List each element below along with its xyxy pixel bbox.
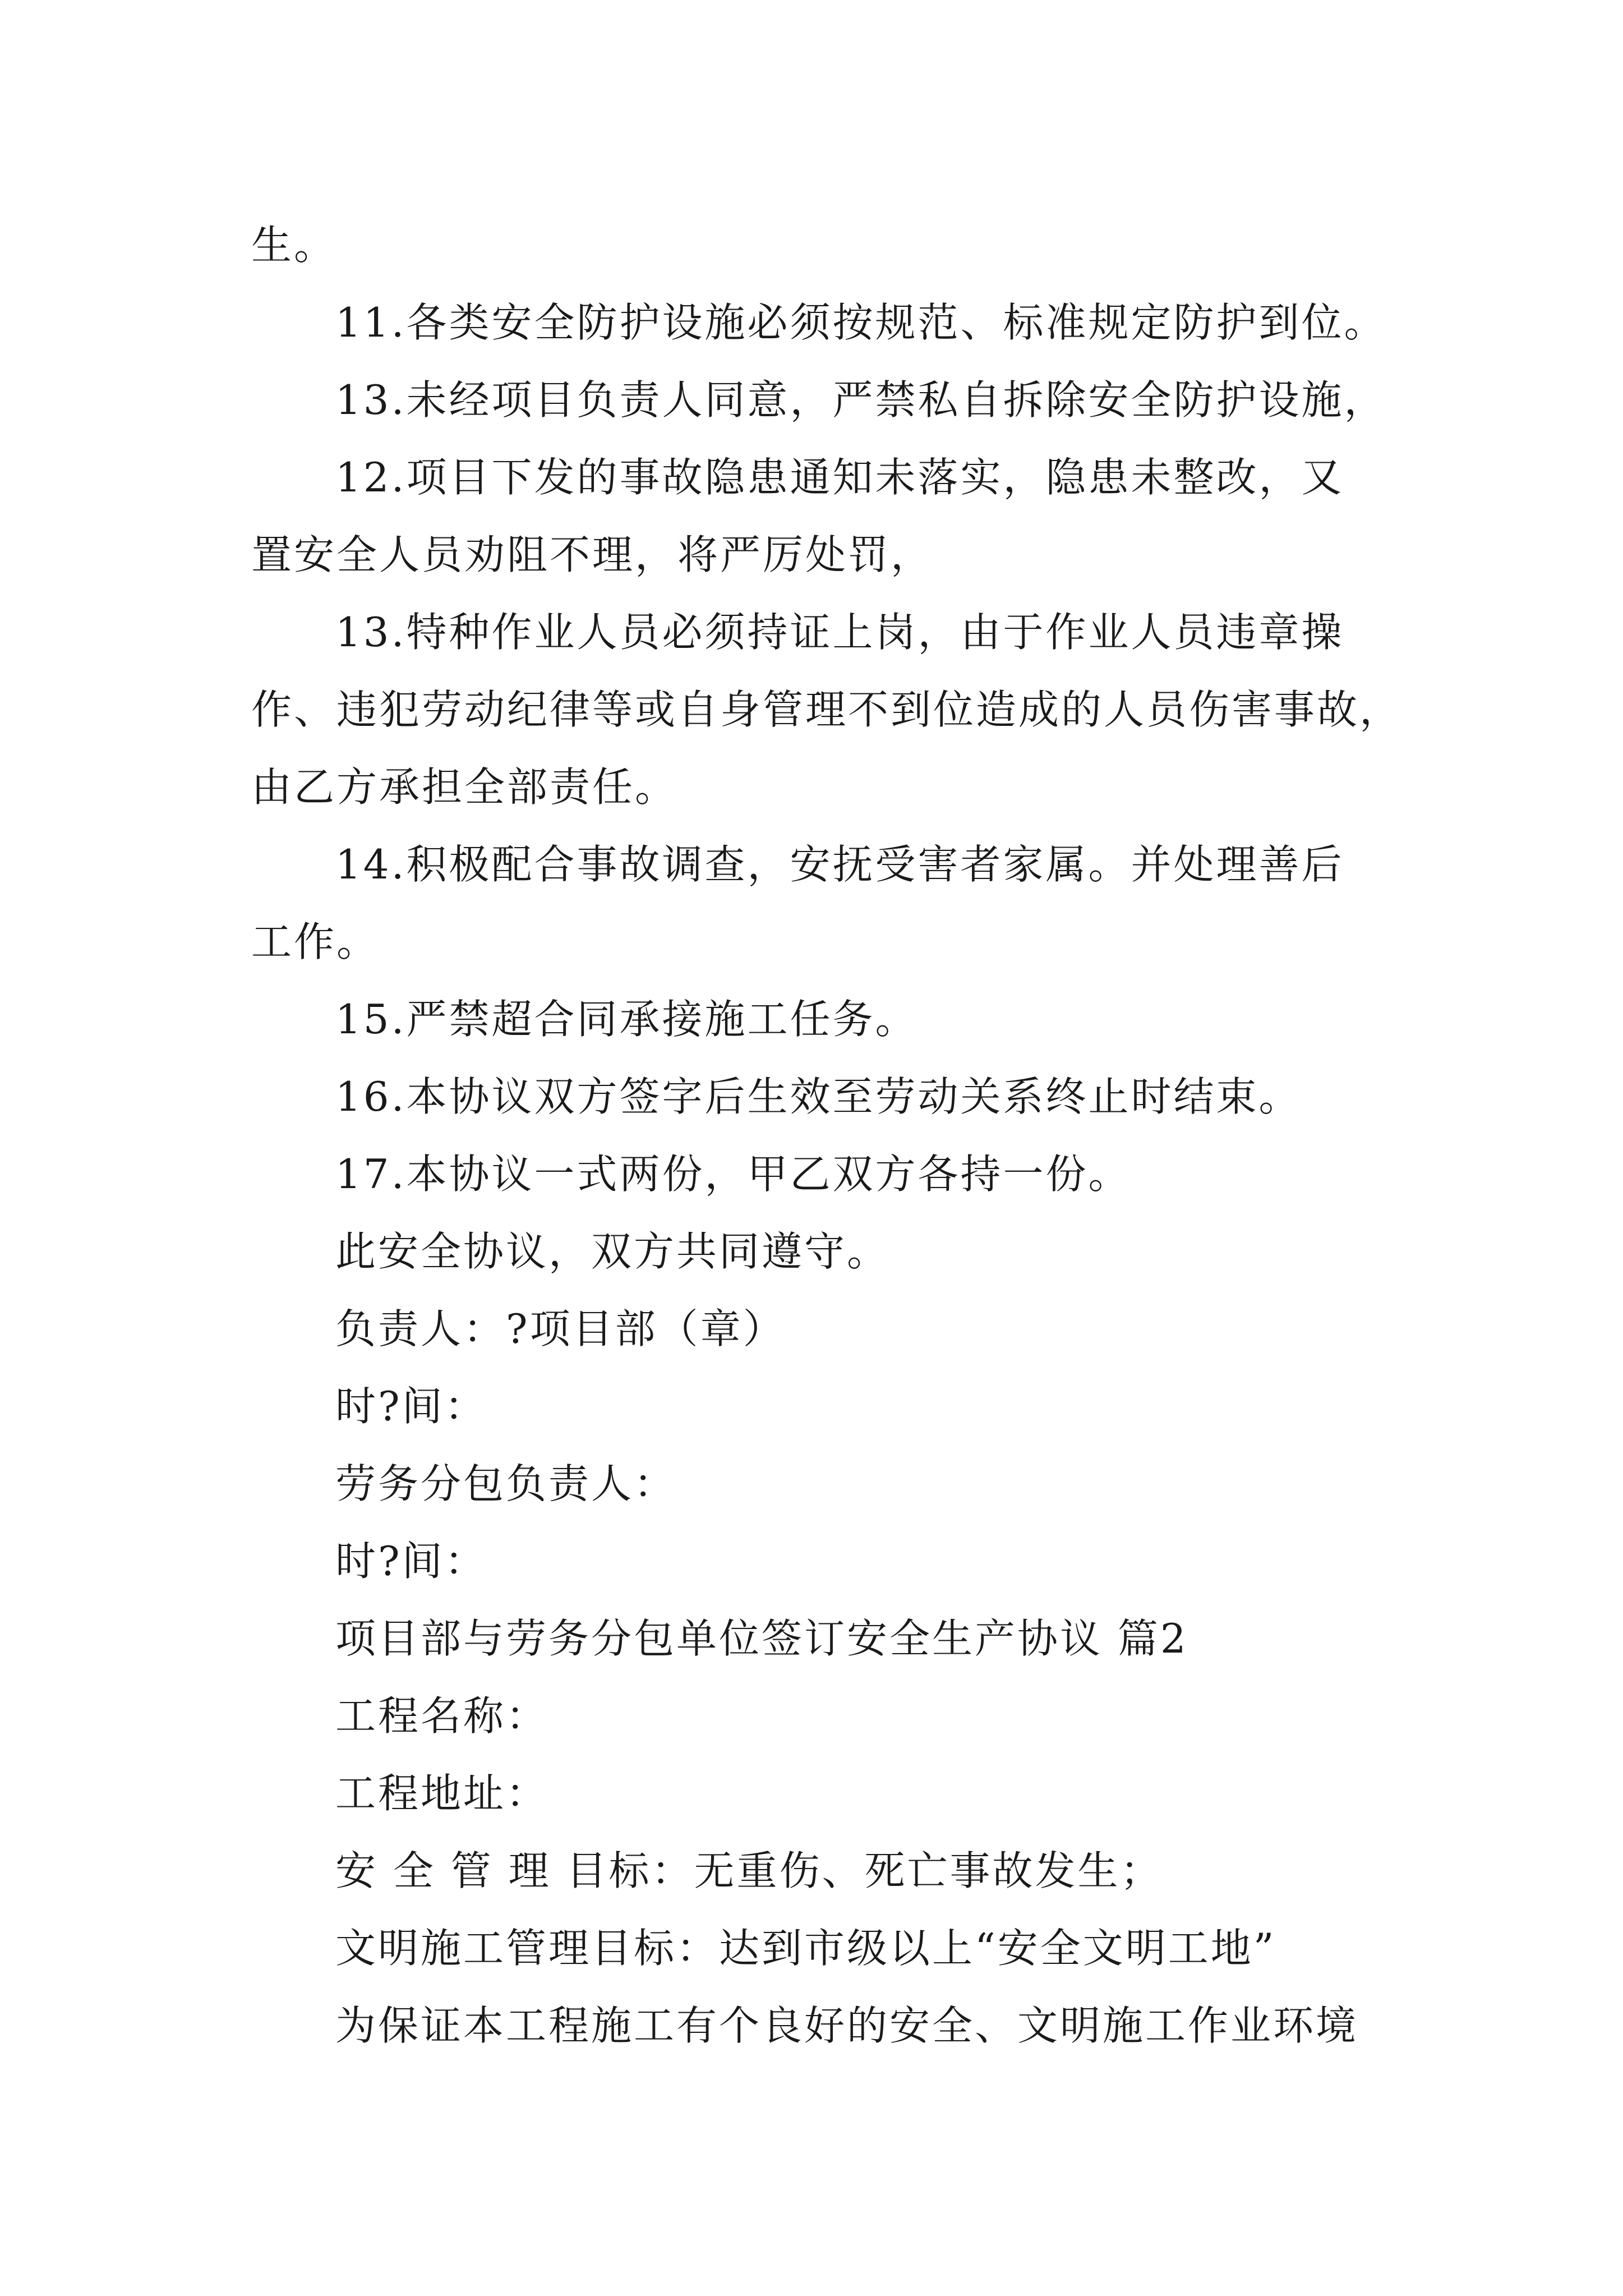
document-line: 时?间： bbox=[335, 1538, 487, 1585]
document-line: 时?间： bbox=[335, 1383, 487, 1430]
document-line: 工程名称： bbox=[335, 1692, 549, 1740]
document-body bbox=[251, 206, 1401, 2064]
document-line: 工程地址： bbox=[335, 1770, 549, 1817]
document-line: 12.项目下发的事故隐患通知未落实，隐患未整改，又 bbox=[335, 454, 1344, 501]
document-line: 13.特种作业人员必须持证上岗，由于作业人员违章操 bbox=[335, 609, 1344, 656]
document-line: 16.本协议双方签字后生效至劳动关系终止时结束。 bbox=[335, 1073, 1302, 1120]
document-line: 14.积极配合事故调查，安抚受害者家属。并处理善后 bbox=[335, 841, 1344, 888]
document-line: 项目部与劳务分包单位签订安全生产协议 篇2 bbox=[335, 1615, 1188, 1662]
document-line: 置安全人员劝阻不理，将严厉处罚， bbox=[251, 531, 934, 578]
document-line: 17.本协议一式两份，甲乙双方各持一份。 bbox=[335, 1151, 1131, 1198]
document-line: 为保证本工程施工有个良好的安全、文明施工作业环境 bbox=[335, 2002, 1359, 2049]
document-line: 此安全协议，双方共同遵守。 bbox=[335, 1228, 890, 1275]
document-line: 作、违犯劳动纪律等或自身管理不到位造成的人员伤害事故， bbox=[251, 686, 1403, 733]
document-line: 13.未经项目负责人同意，严禁私自拆除安全防护设施， bbox=[335, 376, 1387, 424]
document-line: 工作。 bbox=[251, 918, 380, 965]
document-line: 安 全 管 理 目标：无重伤、死亡事故发生； bbox=[335, 1847, 1163, 1894]
document-line: 由乙方承担全部责任。 bbox=[251, 763, 678, 811]
document-line: 劳务分包负责人： bbox=[335, 1460, 677, 1507]
document-line: 文明施工管理目标：达到市级以上“安全文明工地” bbox=[335, 1925, 1276, 1972]
document-line: 负责人：?项目部（章） bbox=[335, 1305, 786, 1352]
document-line: 15.严禁超合同承接施工任务。 bbox=[335, 996, 918, 1043]
document-line: 11.各类安全防护设施必须按规范、标准规定防护到位。 bbox=[335, 299, 1387, 346]
document-line: 生。 bbox=[251, 222, 337, 269]
